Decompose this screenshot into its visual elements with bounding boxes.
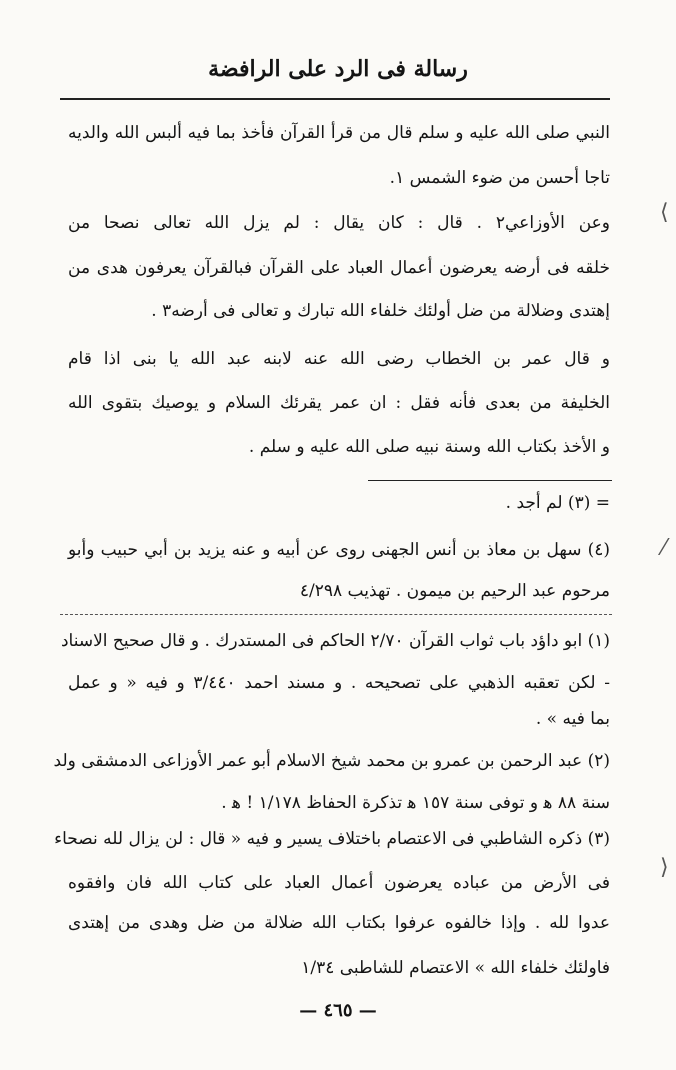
text-line: و قال عمر بن الخطاب رضى الله عنه لابنه عبد الله يا بنى اذا قام bbox=[68, 349, 610, 369]
text-line: وعن الأوزاعي٢ . قال : كان يقال : لم يزل الله تعالى نصحا من bbox=[68, 213, 610, 233]
text-line: إهتدى وضلالة من ضل أولئك خلفاء الله تبارك و تعالى فى أرضه٣ . bbox=[151, 301, 610, 321]
footnote-line: عدوا لله . وإذا خالفوه عرفوا بكتاب الله ضلالة من ضل وهدى من إهتدى bbox=[68, 913, 610, 933]
text-line: و الأخذ بكتاب الله وسنة نبيه صلى الله عليه و سلم . bbox=[248, 437, 610, 457]
footnote-separator bbox=[60, 614, 612, 615]
footnote-line: (١) ابو داؤد باب ثواب القرآن ٢/٧٠ الحاكم فى المستدرك . و قال صحيح الاسناد bbox=[60, 631, 610, 651]
footnote-line: (٤) سهل بن معاذ بن أنس الجهنى روى عن أبيه و عنه يزيد بن أبي حبيب وأبو bbox=[68, 540, 610, 560]
margin-mark: ⟨ bbox=[660, 200, 669, 225]
footnote-line: فى الأرض من عباده يعرضون أعمال العباد على كتاب الله فان وافقوه bbox=[68, 873, 610, 893]
text-line: الخليفة من بعدى فأنه فقل : ان عمر يقرئك السلام و يوصيك بتقوى الله bbox=[68, 393, 610, 413]
page-number: — ٤٦٥ — bbox=[299, 1000, 377, 1021]
text-line: خلقه فى أرضه يعرضون أعمال العباد على القرآن فبالقرآن يعرفون هدى من bbox=[68, 258, 610, 278]
margin-mark: ⁄ bbox=[662, 536, 666, 561]
footnote-line: (٢) عبد الرحمن بن عمرو بن محمد شيخ الاسلام أبو عمر الأوزاعى الدمشقى ولد bbox=[53, 751, 610, 771]
margin-mark: ⟩ bbox=[660, 855, 669, 880]
footnote-line: بما فيه » . bbox=[535, 709, 610, 729]
footnote-line: مرحوم عبد الرحيم بن ميمون . تهذيب ٤/٢٩٨ bbox=[299, 581, 610, 601]
header-rule bbox=[60, 98, 610, 100]
text-line: النبي صلى الله عليه و سلم قال من قرأ القرآن فأخذ بما فيه ألبس الله والديه bbox=[68, 123, 610, 143]
page-title: رسالة فى الرد على الرافضة bbox=[208, 56, 468, 82]
footnote-line: - لكن تعقبه الذهبي على تصحيحه . و مسند احمد ٣/٤٤٠ و فيه « و عمل bbox=[68, 673, 610, 693]
footnote-line: سنة ٨٨ ﻫ و توفى سنة ١٥٧ ﻫ تذكرة الحفاظ ١/١٧٨ ! ﻫ . bbox=[221, 793, 610, 813]
footnote-line: (٣) ذكره الشاطبي فى الاعتصام باختلاف يسير و فيه « قال : لن يزال لله نصحاء bbox=[54, 829, 610, 849]
text-line: تاجا أحسن من ضوء الشمس ١. bbox=[389, 168, 610, 188]
footnote-rule bbox=[368, 480, 612, 481]
footnote-line: فاولئك خلفاء الله » الاعتصام للشاطبى ١/٣٤ bbox=[301, 958, 610, 978]
footnote-line: = (٣) لم أجد . bbox=[505, 493, 610, 513]
